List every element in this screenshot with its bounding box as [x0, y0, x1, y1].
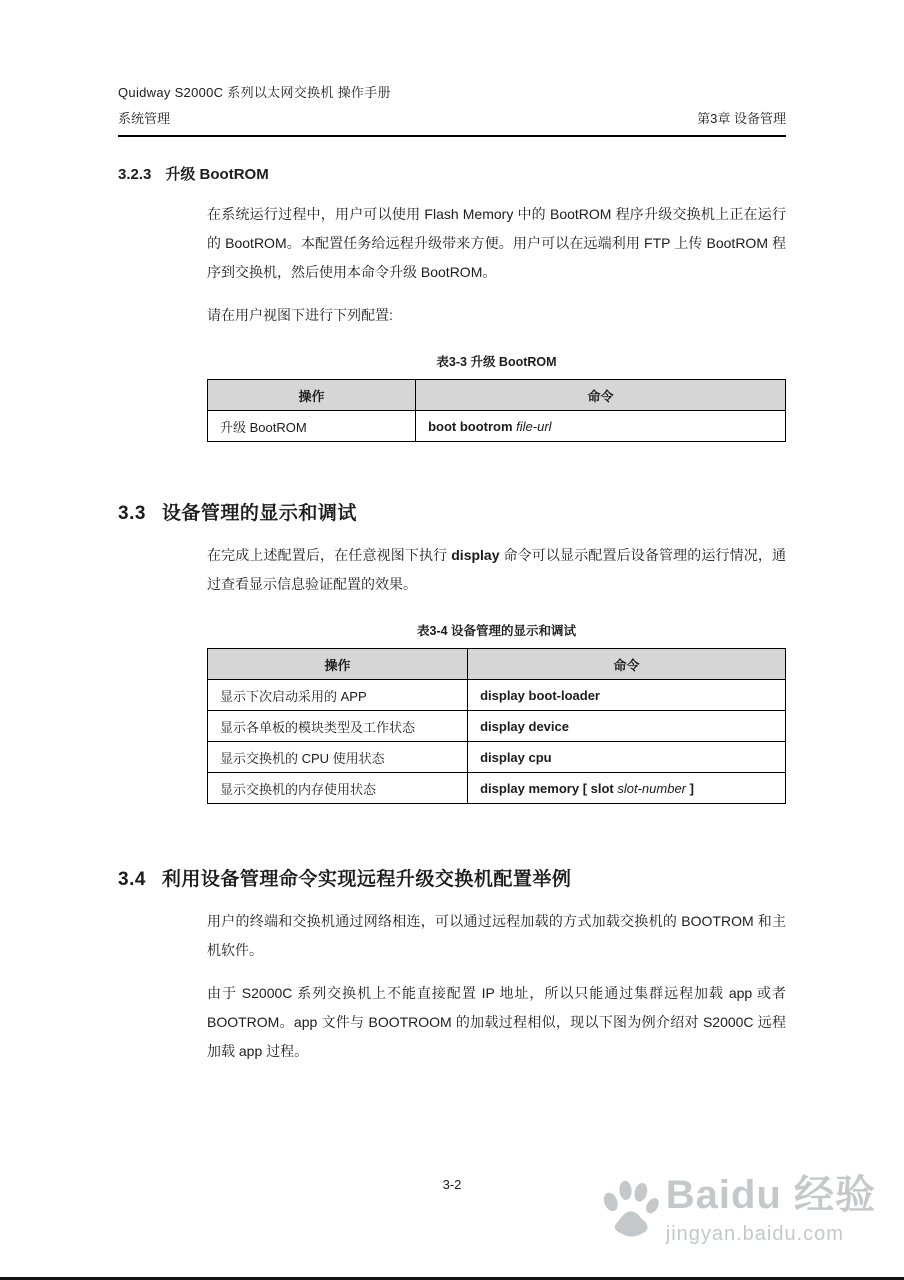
- section-number: 3.4: [118, 869, 146, 890]
- page-number: 3-2: [442, 1177, 462, 1192]
- table-row: [208, 411, 786, 442]
- table-row: [208, 742, 786, 773]
- cell-operation: 显示各单板的模块类型及工作状态: [208, 711, 468, 742]
- command-argument: file-url: [516, 418, 552, 434]
- cell-command: [416, 411, 786, 442]
- table-upgrade-bootrom: [207, 379, 786, 442]
- section-heading-3-3: [118, 498, 786, 525]
- header-second-line: [118, 108, 786, 127]
- command-keyword: display boot-loader: [480, 687, 600, 703]
- table-row: [208, 773, 786, 804]
- table-display-debug: [207, 648, 786, 804]
- table-row: [208, 680, 786, 711]
- command-keyword: display memory [ slot: [480, 780, 618, 796]
- table-header-row: [208, 380, 786, 411]
- header-manual-title: Quidway S2000C 系列以太网交换机 操作手册: [118, 85, 391, 100]
- command-keyword: boot bootrom: [428, 418, 517, 434]
- paragraph: [207, 541, 786, 599]
- cell-operation: 显示交换机的 CPU 使用状态: [208, 742, 468, 773]
- command-keyword: ]: [686, 780, 694, 796]
- section-title: 升级 BootROM: [165, 166, 269, 183]
- table-caption-3-4: 表3-4 设备管理的显示和调试: [416, 624, 577, 638]
- paragraph: 请在用户视图下进行下列配置:: [207, 307, 393, 323]
- cell-command: [468, 711, 786, 742]
- cell-operation: 升级 BootROM: [208, 411, 416, 442]
- command-keyword: display device: [480, 718, 569, 734]
- column-header-operation: 操作: [208, 380, 416, 411]
- section-3-4-body: [207, 907, 786, 1066]
- section-title: 设备管理的显示和调试: [161, 503, 357, 524]
- command-keyword: display cpu: [480, 749, 552, 765]
- section-number: 3.2.3: [118, 166, 152, 183]
- section-3-3-body: [207, 541, 786, 804]
- watermark-text: [666, 1173, 876, 1246]
- watermark-url: jingyan.baidu.com: [665, 1223, 844, 1245]
- command-argument: slot-number: [617, 780, 686, 796]
- paragraph: 由于 S2000C 系列交换机上不能直接配置 IP 地址，所以只能通过集群远程加载 app 或者 BOOTROM。app 文件与 BOOTROOM 的加载过程相似，现以下图为例介绍对 S2000C 远程加载 app 过程。: [207, 985, 786, 1059]
- paragraph: 在系统运行过程中，用户可以使用 Flash Memory 中的 BootROM 程序升级交换机上正在运行的 BootROM。本配置任务给远程升级带来方便。用户可以在远端利用 FTP 上传 BootROM 程序到交换机，然后使用本命令升级 BootROM。: [207, 206, 786, 280]
- header-section-left: 系统管理: [118, 111, 171, 126]
- table-row: [208, 711, 786, 742]
- baidu-watermark: [598, 1173, 876, 1246]
- section-heading-3-2-3: [118, 163, 786, 184]
- header-chapter-right: 第3章 设备管理: [697, 111, 786, 126]
- baidu-paw-icon: [598, 1175, 662, 1239]
- column-header-command: 命令: [416, 380, 786, 411]
- cell-command: [468, 742, 786, 773]
- paragraph-text: 命令可以显示配置后设备管理的运行情况，通过查看显示信息验证配置的效果。: [207, 547, 787, 592]
- command-inline: display: [451, 547, 500, 563]
- watermark-brand-latin: Baidu: [665, 1173, 782, 1217]
- cell-command: [468, 680, 786, 711]
- table-caption-3-3: 表3-3 升级 BootROM: [436, 355, 557, 369]
- column-header-operation: 操作: [208, 649, 468, 680]
- page-header: [118, 82, 786, 137]
- paragraph-text: 在完成上述配置后，在任意视图下执行: [207, 547, 452, 563]
- cell-operation: 显示下次启动采用的 APP: [208, 680, 468, 711]
- section-3-2-3-body: [207, 200, 786, 442]
- section-number: 3.3: [118, 503, 146, 524]
- cell-operation: 显示交换机的内存使用状态: [208, 773, 468, 804]
- section-title: 利用设备管理命令实现远程升级交换机配置举例: [161, 869, 572, 890]
- cell-command: [468, 773, 786, 804]
- paragraph: 用户的终端和交换机通过网络相连，可以通过远程加载的方式加载交换机的 BOOTROM 和主机软件。: [207, 913, 786, 958]
- watermark-brand-cn: 经验: [794, 1173, 876, 1217]
- column-header-command: 命令: [468, 649, 786, 680]
- table-header-row: [208, 649, 786, 680]
- watermark-brand: [666, 1173, 876, 1217]
- section-heading-3-4: [118, 864, 786, 891]
